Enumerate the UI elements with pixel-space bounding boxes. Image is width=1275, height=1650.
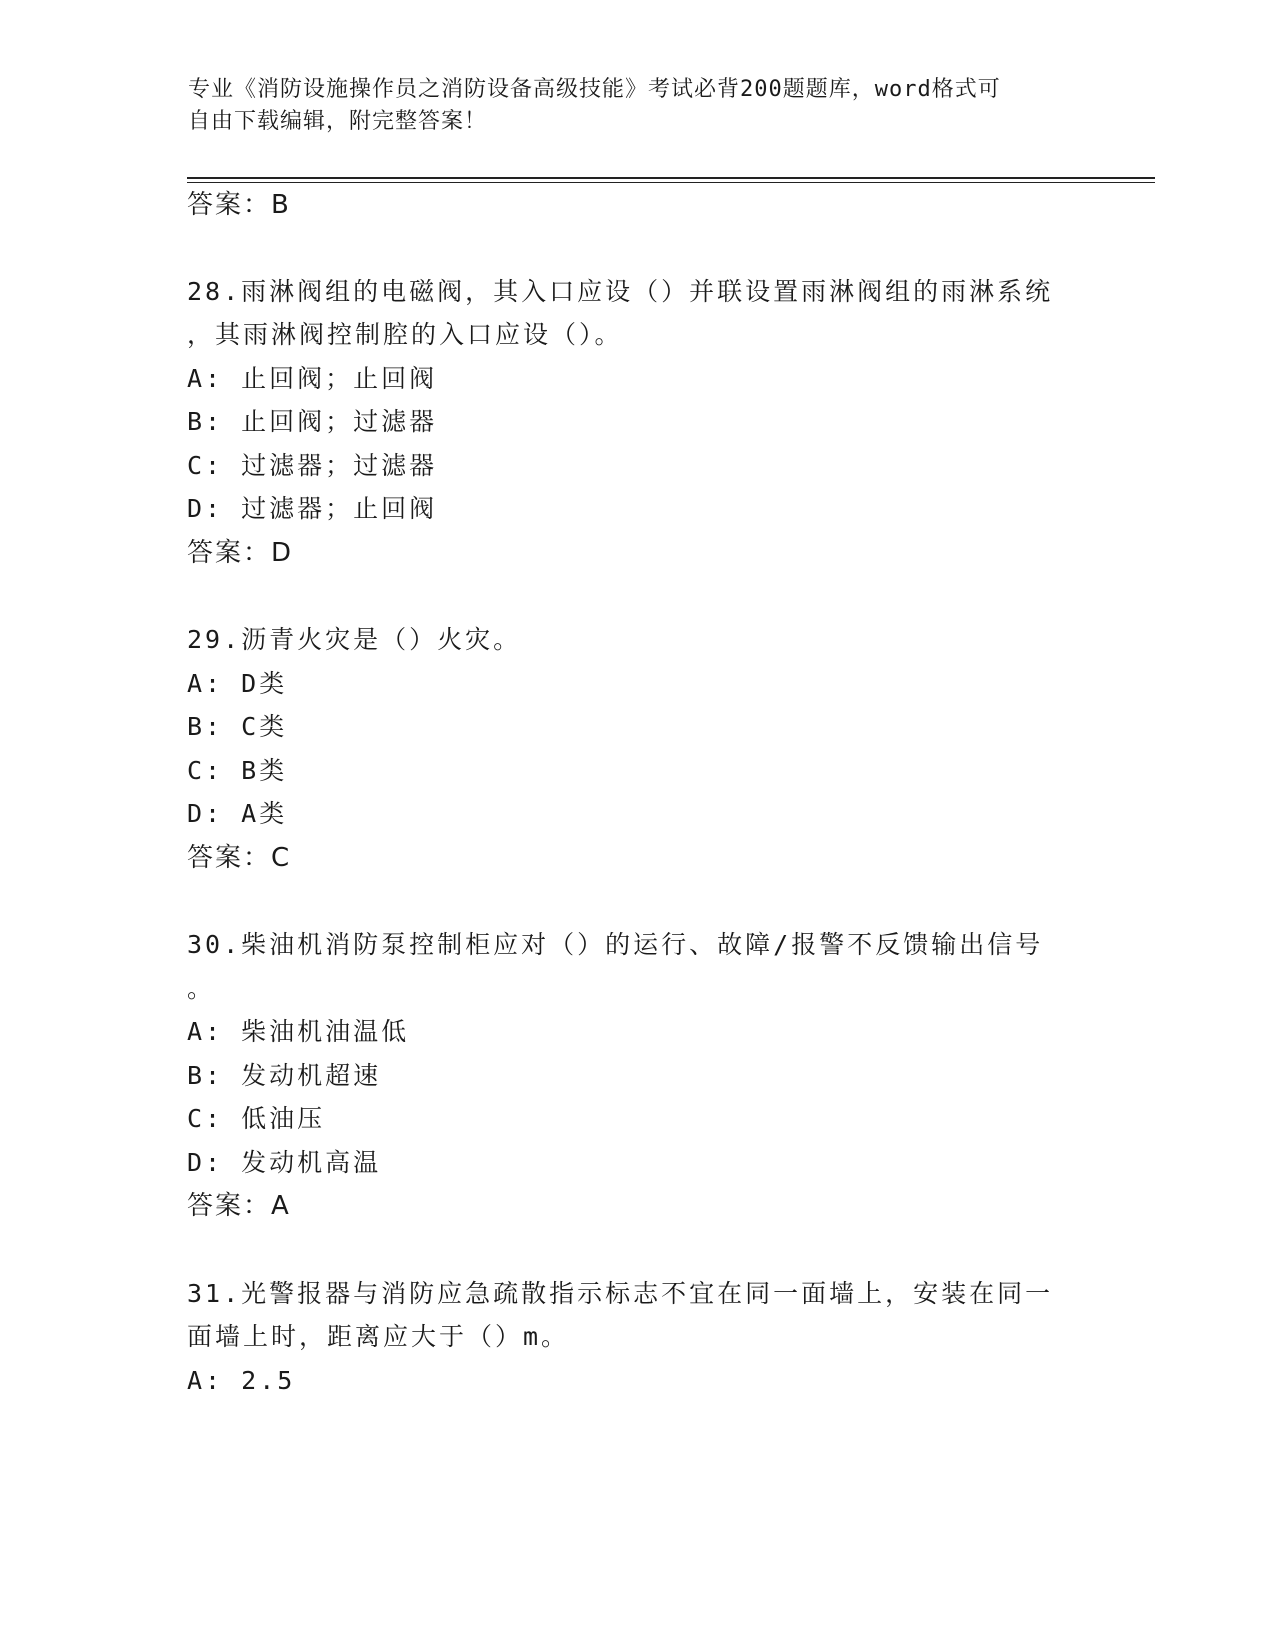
page-header (188, 74, 1068, 138)
question-30-option-b: B: 发动机超速 (187, 1061, 382, 1090)
question-28-option-a: A: 止回阀；止回阀 (187, 364, 438, 393)
question-30-option-d: D: 发动机高温 (187, 1148, 382, 1177)
question-29-stem-line-1: 29.沥青火灾是（）火灾。 (187, 625, 522, 654)
question-29-answer: 答案：C (187, 843, 292, 873)
question-28-answer: 答案：D (187, 538, 294, 568)
question-28-option-c: C: 过滤器；过滤器 (187, 451, 438, 480)
question-30-stem-line-2: 。 (187, 974, 216, 1003)
header-line-1: 专业《消防设施操作员之消防设备高级技能》考试必背200题题库，word格式可 (188, 77, 1001, 102)
question-29-option-b: B: C类 (187, 712, 288, 741)
question-30-answer: 答案：A (187, 1191, 291, 1221)
header-line-2: 自由下载编辑，附完整答案！ (188, 109, 488, 134)
question-29-option-c: C: B类 (187, 756, 288, 785)
prev-answer: 答案：B (187, 190, 291, 220)
header-rule-thin (187, 182, 1155, 183)
question-28-option-d: D: 过滤器；止回阀 (187, 494, 438, 523)
question-28-stem-line-2: ，其雨淋阀控制腔的入口应设（）。 (187, 320, 623, 349)
question-30-option-c: C: 低油压 (187, 1104, 326, 1133)
question-29-option-a: A: D类 (187, 669, 288, 698)
question-28-stem-line-1: 28.雨淋阀组的电磁阀，其入口应设（）并联设置雨淋阀组的雨淋系统 (187, 277, 1054, 306)
question-31-option-a: A: 2.5 (187, 1366, 296, 1395)
question-29-option-d: D: A类 (187, 799, 288, 828)
question-30-option-a: A: 柴油机油温低 (187, 1017, 410, 1046)
question-31-stem-line-1: 31.光警报器与消防应急疏散指示标志不宜在同一面墙上，安装在同一 (187, 1279, 1054, 1308)
question-28-option-b: B: 止回阀；过滤器 (187, 407, 438, 436)
header-rule-thick (187, 177, 1155, 179)
question-30-stem-line-1: 30.柴油机消防泵控制柜应对（）的运行、故障/报警不反馈输出信号 (187, 930, 1044, 959)
question-31-stem-line-2: 面墙上时，距离应大于（）m。 (187, 1322, 570, 1351)
